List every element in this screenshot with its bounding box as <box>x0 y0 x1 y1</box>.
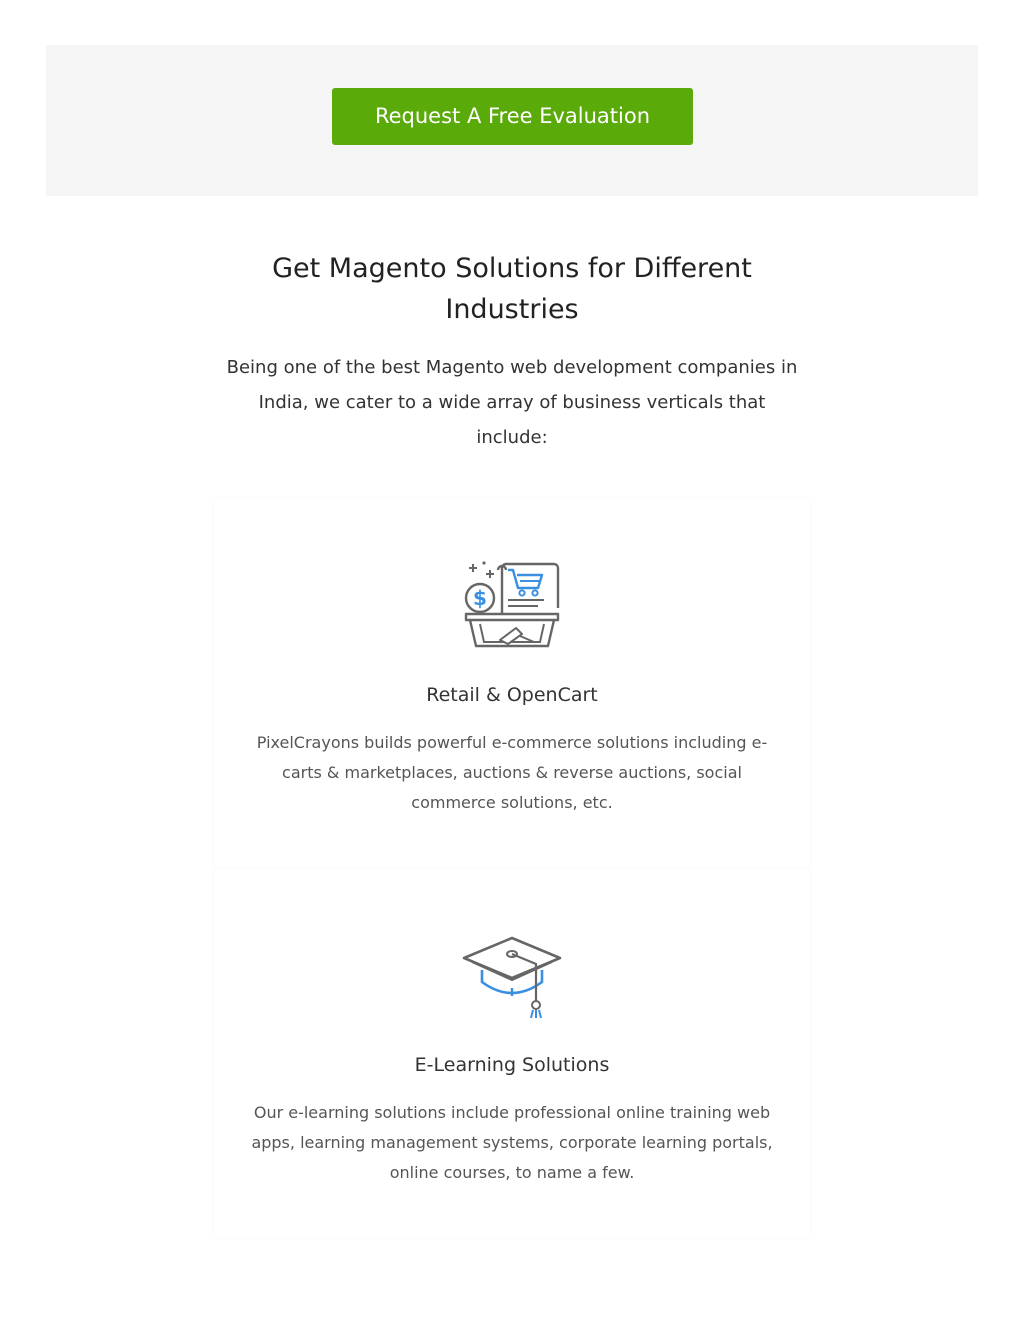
industry-card-retail <box>214 498 810 868</box>
section-intro: Being one of the best Magento web development companies in India, we cater to a wide array of business verticals that include: <box>226 357 798 448</box>
industry-card-elearning <box>214 868 810 1238</box>
request-free-evaluation-button[interactable]: Request A Free Evaluation <box>332 88 693 145</box>
card-title: E-Learning Solutions <box>414 1054 610 1076</box>
shopping-cart-basket-icon <box>462 560 562 650</box>
card-description: Our e-learning solutions include professional online training web apps, learning management systems, corporate learning portals, online courses, to name a few. <box>251 1103 773 1182</box>
svg-text:$: $ <box>473 586 487 610</box>
section-title: Get Magento Solutions for Different Industries <box>272 253 752 325</box>
graduation-cap-icon <box>462 930 562 1020</box>
card-description: PixelCrayons builds powerful e-commerce solutions including e-carts & marketplaces, auctions & reverse auctions, social commerce solutions, etc. <box>256 733 768 812</box>
card-title: Retail & OpenCart <box>426 684 598 706</box>
